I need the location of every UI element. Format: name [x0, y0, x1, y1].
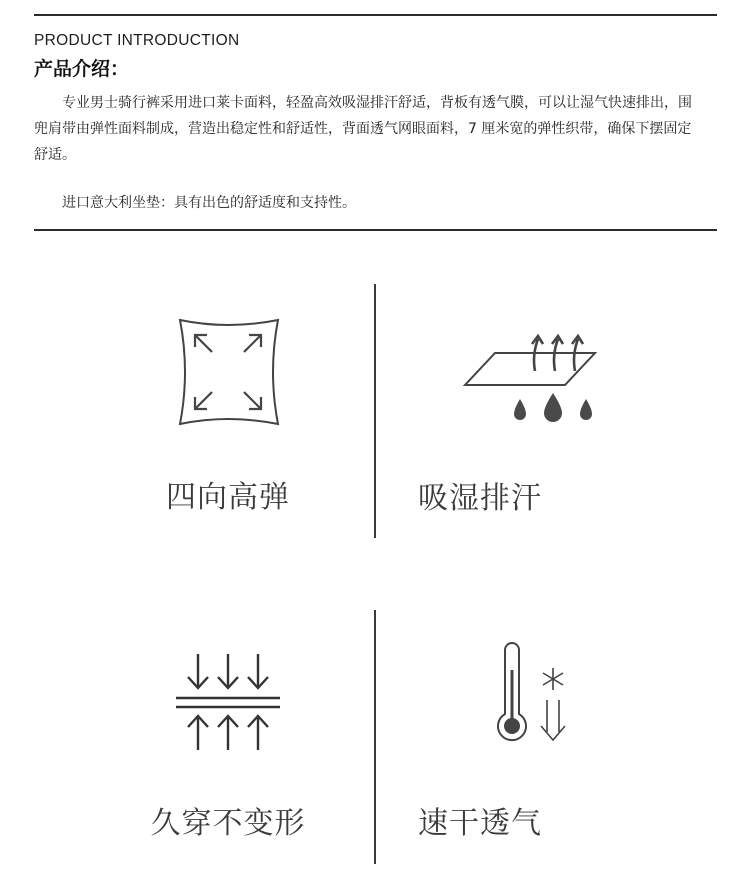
feature-label: 速干透气	[418, 806, 542, 841]
heading-english: PRODUCT INTRODUCTION	[34, 32, 240, 49]
feature-quick-dry	[395, 640, 655, 841]
heading-chinese: 产品介绍：	[34, 58, 130, 80]
feature-label: 吸湿排汗	[418, 481, 542, 516]
four-way-stretch-icon	[168, 312, 288, 432]
feature-shape-retention	[98, 650, 358, 841]
feature-four-way-stretch	[98, 312, 358, 515]
intro-paragraph: 专业男士骑行裤采用进口莱卡面料，轻盈高效吸湿排汗舒适，背板有透气膜，可以让湿气快速排出，围兜肩带由弹性面料制成，营造出稳定性和舒适性，背面透气网眼面料，7 厘米宽的弹性织带，确保下摆固定舒适。	[34, 95, 692, 163]
section-divider	[34, 229, 717, 231]
top-divider	[34, 14, 717, 16]
seat-pad-paragraph: 进口意大利坐垫：具有出色的舒适度和支持性。	[62, 195, 356, 211]
feature-label: 久穿不变形	[150, 806, 306, 841]
feature-moisture-wicking	[395, 325, 655, 516]
moisture-wicking-icon	[440, 325, 610, 435]
shape-retention-icon	[168, 650, 288, 760]
quick-dry-icon	[465, 640, 585, 760]
feature-label: 四向高弹	[166, 480, 290, 515]
